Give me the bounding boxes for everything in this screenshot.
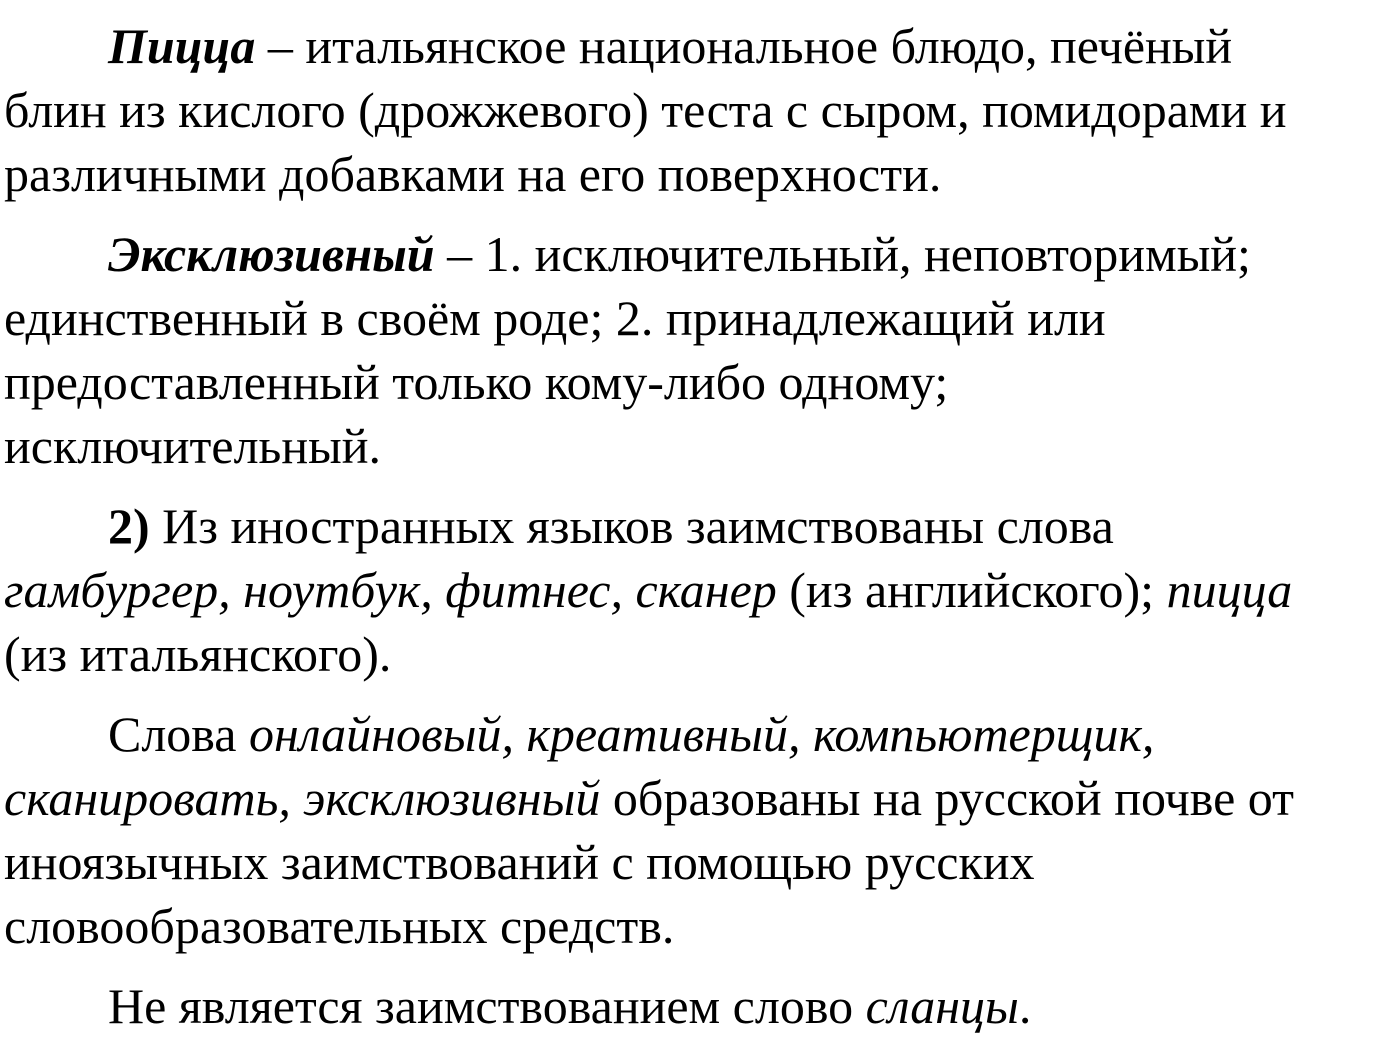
line xyxy=(4,702,1396,766)
line: предоставленный только кому-либо одному; xyxy=(4,354,949,410)
line xyxy=(4,558,1396,622)
line xyxy=(4,766,1396,830)
not-borrowed-word: сланцы xyxy=(865,978,1019,1034)
italian-words: пицца xyxy=(1166,562,1293,618)
paragraph-borrowed-words xyxy=(4,494,1396,686)
source-english: (из английского); xyxy=(776,562,1167,618)
term-pizza: Пицца xyxy=(108,18,256,74)
paragraph-pizza-definition xyxy=(4,14,1396,206)
derived-lead: Слова xyxy=(108,706,249,762)
line xyxy=(4,14,1396,78)
line xyxy=(4,494,1396,558)
english-words: гамбургер, ноутбук, фитнес, сканер xyxy=(4,562,777,618)
line: исключительный. xyxy=(4,418,381,474)
line: (из итальянского). xyxy=(4,626,392,682)
line xyxy=(4,974,1396,1038)
item-number: 2) xyxy=(108,498,150,554)
derived-words: онлайновый, креативный, компьютерщик, xyxy=(248,706,1155,762)
definition-text: – итальянское национальное блюдо, печёный xyxy=(255,18,1233,74)
definition-text: – 1. исключительный, неповторимый; xyxy=(434,226,1251,282)
document-page xyxy=(4,14,1396,1054)
paragraph-not-borrowed xyxy=(4,974,1396,1038)
line: различными добавками на его поверхности. xyxy=(4,146,942,202)
line: блин из кислого (дрожжевого) теста с сыром, помидорами и xyxy=(4,82,1287,138)
derived-words: сканировать, эксклюзивный xyxy=(4,770,601,826)
not-borrowed-lead: Не является заимствованием слово xyxy=(108,978,866,1034)
derived-text: образованы на русской почве от xyxy=(600,770,1295,826)
paragraph-derived-words xyxy=(4,702,1396,958)
paragraph-exclusive-definition xyxy=(4,222,1396,478)
line xyxy=(4,222,1396,286)
line: иноязычных заимствований с помощью русских xyxy=(4,834,1035,890)
borrowed-text: Из иностранных языков заимствованы слова xyxy=(149,498,1114,554)
line: единственный в своём роде; 2. принадлежащий или xyxy=(4,290,1106,346)
sentence-end: . xyxy=(1018,978,1032,1034)
line: словообразовательных средств. xyxy=(4,898,675,954)
term-exclusive: Эксклюзивный xyxy=(108,226,435,282)
